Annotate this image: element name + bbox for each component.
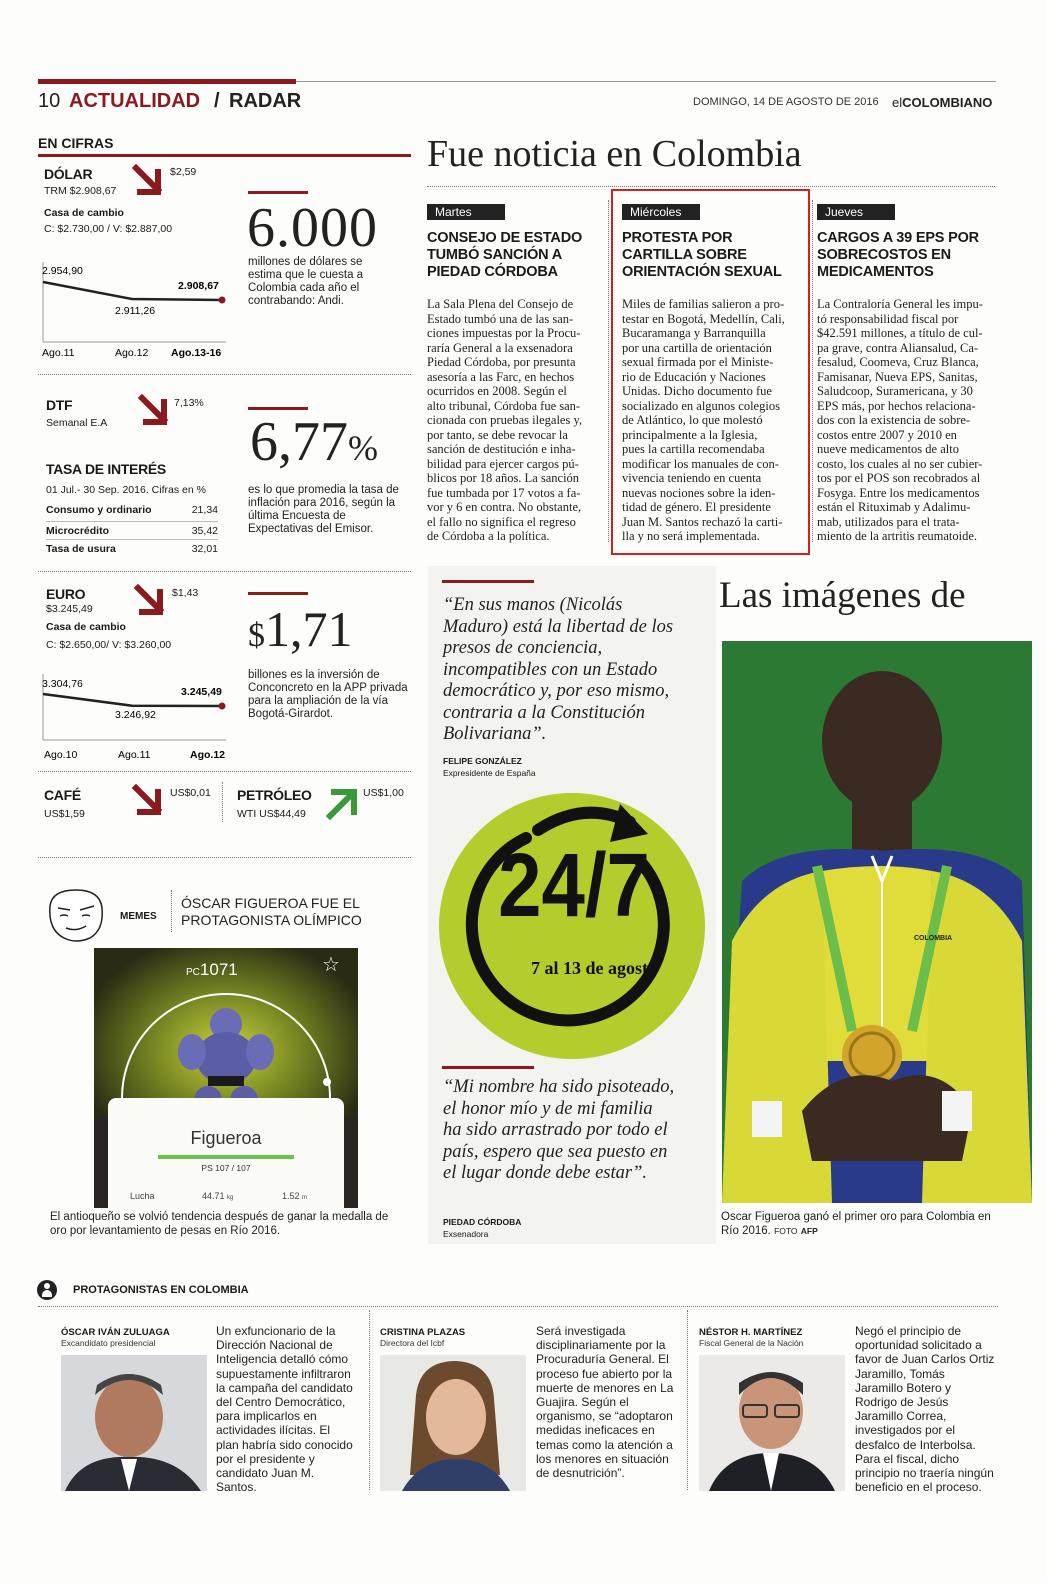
tasa-row-value: 21,34 — [191, 504, 218, 516]
meme-card-name: Figueroa — [190, 1128, 262, 1148]
news-line: principalmente a la Iglesia, — [622, 427, 758, 442]
news-line: miento de la artritis reumatoide. — [817, 529, 978, 543]
imagenes-title: Las imágenes de — [719, 575, 966, 616]
cp-value: 1071 — [199, 960, 238, 979]
memes-caption: El antioqueño se volvió tendencia después de ganar la medalla de oro por levantamiento de pesas en Río 2016. — [50, 1211, 389, 1237]
cp-label: PC — [186, 967, 200, 978]
news-line: testar en Bogotá, Medellín, Cali, — [622, 311, 785, 326]
news-line: vivencia teniendo en cuenta — [622, 471, 762, 485]
quote1-role: Expresidente de España — [443, 768, 536, 778]
dolar-down-arrow-icon — [132, 164, 168, 198]
brand-logo — [892, 94, 992, 112]
tasa-period: 01 Jul.- 30 Sep. 2016. Cifras en % — [46, 484, 206, 496]
height-value: 1.52 — [282, 1191, 300, 1201]
news-line: Unidas. Dicho documento fue — [622, 384, 772, 398]
dtf-down-arrow-icon — [138, 394, 174, 428]
page-number: 10 — [38, 90, 61, 112]
dtf-sub: Semanal E.A — [46, 417, 108, 429]
euro-down-arrow-icon — [134, 584, 170, 618]
athlete-photo-illustration — [722, 641, 1032, 1203]
dolar-casa-label: Casa de cambio — [44, 207, 124, 219]
news-line: blicos por 18 años. La sanción — [427, 471, 580, 485]
euro-casa-values: C: $2.650,00/ V: $3.260,00 — [46, 639, 172, 651]
cifras-divider-4 — [38, 857, 411, 858]
news-line: La Sala Plena del Consejo de — [427, 297, 574, 311]
news-line: tidad de género. El presidente — [622, 500, 771, 514]
memes-label: MEMES — [120, 911, 157, 922]
news-line: tó responsabilidad fiscal por — [817, 311, 959, 326]
tasa-row-name: Consumo y ordinario — [46, 504, 152, 516]
dolar-label: DÓLAR — [44, 166, 93, 182]
protagonistas-rule — [38, 1306, 998, 1307]
cafe-label: CAFÉ — [44, 787, 81, 803]
meme-face-icon — [42, 886, 110, 946]
news-line: Saludcoop, Suramericana, y 30 — [817, 384, 973, 398]
quote1-name: FELIPE GONZÁLEZ — [443, 756, 522, 766]
dolar-trm: TRM $2.908,67 — [44, 185, 117, 197]
news-line: pa grave, contra Aliansalud, Ca- — [817, 340, 979, 355]
cifras-divider-3 — [38, 771, 411, 772]
person-text: Un exfuncionario de la Dirección Nacional de Inteligencia detalló cómo supuestamente infiltraron la campaña del candidato del Centro Democrático, para implicarlos en actividades ilícitas. El plan habría sido conocido por el presidente y candidato Juan M. Santos. — [216, 1324, 353, 1495]
stat1-text: millones de dólares se estima que le cuesta a Colombia cada año el contrabando: Andi. — [248, 256, 364, 307]
stat3-rule — [248, 592, 308, 595]
cifras-divider-1 — [38, 374, 411, 375]
dolar-point-label-2: 2.911,26 — [115, 305, 156, 317]
news-line: sanción de destitución e inha- — [427, 442, 576, 456]
euro-value: $3.245,49 — [46, 603, 93, 615]
news-line: EPS más, por hechos relaciona- — [817, 398, 976, 413]
news-line: asesoría a las Farc, en hechos — [427, 369, 575, 384]
news-line: por tanto, se debe revocar la — [427, 427, 568, 442]
quote1-text: “En sus manos (Nicolás Maduro) está la libertad de los presos de conciencia, incompatibles con un Estado democrático y, por eso mismo, contraria a la Constitución Bolivariana”. — [443, 595, 674, 744]
person-role: Fiscal General de la Nación — [699, 1338, 804, 1348]
news-line: Bucaramanga y Barranquilla — [622, 326, 766, 340]
main-title: Fue noticia en Colombia — [427, 133, 802, 175]
person-role: Directora del Icbf — [380, 1338, 445, 1348]
meme-card-ps: PS 107 / 107 — [201, 1163, 251, 1173]
quote2-name: PIEDAD CÓRDOBA — [443, 1217, 522, 1227]
news-line: Juan M. Santos rechazó la carti- — [622, 514, 783, 529]
stat3-currency: $ — [248, 617, 265, 654]
stat3-value: 1,71 — [265, 601, 353, 657]
stat2-text: es lo que promedia la tasa de inflación para 2016, según la última Encuesta de Expectativas del Emisor. — [248, 484, 399, 535]
meme-card-height — [282, 1191, 307, 1201]
weight-unit: kg — [227, 1195, 234, 1201]
favorite-star-icon: ☆ — [322, 954, 340, 976]
news-day-tag: Miércoles — [622, 204, 700, 220]
news-line: Estado tumbó una de las san- — [427, 311, 574, 326]
meme-card-weight — [202, 1191, 233, 1201]
tasa-row-name: Tasa de usura — [46, 543, 116, 555]
person-name: CRISTINA PLAZAS — [380, 1327, 466, 1338]
header-date: DOMINGO, 14 DE AGOSTO DE 2016 — [693, 96, 879, 108]
dolar-point-label-3: 2.908,67 — [178, 280, 219, 292]
euro-chart-point — [219, 703, 226, 710]
quote1-rule — [442, 580, 534, 583]
news-divider-1 — [608, 200, 609, 542]
news-line: nuevas nociones sobre la iden- — [622, 485, 776, 500]
petroleo-label: PETRÓLEO — [237, 787, 312, 803]
quote2-text: “Mi nombre ha sido pisoteado, el honor mío y de mi familia ha sido arrastrado por todo el país, espero que sea puesto en el lugar donde debe estar”. — [443, 1077, 675, 1183]
zuluaga-photo — [61, 1355, 207, 1491]
news-headline: PROTESTA POR CARTILLA SOBRE ORIENTACIÓN SEXUAL — [622, 230, 782, 280]
stat1-rule — [248, 191, 308, 194]
euro-x-label-2: Ago.11 — [118, 749, 151, 761]
dolar-casa-values: C: $2.730,00 / V: $2.887,00 — [44, 223, 173, 235]
euro-chart — [40, 674, 230, 766]
page-header — [38, 86, 998, 116]
news-line: rio de Educación y Naciones — [622, 369, 766, 384]
news-line: vor y 6 en contra. No obstante, — [427, 500, 582, 514]
euro-point-label-3: 3.245,49 — [181, 686, 222, 698]
protagonistas-divider-2 — [687, 1310, 688, 1490]
stat3-text: billones es la inversión de Conconcreto en la APP privada para la ampliación de la vía Bogotá-Girardot. — [248, 669, 408, 720]
subsection-title: RADAR — [229, 90, 302, 112]
quote2-role: Exsenadora — [443, 1229, 489, 1239]
news-headline: CONSEJO DE ESTADO TUMBÓ SANCIÓN A PIEDAD CÓRDOBA — [427, 230, 583, 280]
euro-x-label-1: Ago.10 — [44, 749, 78, 761]
person-icon — [37, 1280, 57, 1300]
euro-point-label-1: 3.304,76 — [42, 678, 83, 690]
euro-label: EURO — [46, 586, 86, 602]
news-line: Piedad Córdoba, por presunta — [427, 355, 576, 369]
news-line: pues la cartilla recomendaba — [622, 442, 765, 456]
tasa-row-name: Microcrédito — [46, 525, 110, 537]
news-line: dos con la existencia de sobre- — [817, 413, 971, 427]
main-title-rule — [427, 186, 995, 187]
martinez-photo — [699, 1355, 845, 1491]
news-line: tos por el POS son recobrados al — [817, 471, 981, 485]
petroleo-change: US$1,00 — [363, 787, 404, 799]
meme-card — [94, 948, 358, 1208]
news-line: mab, utilizados para el trata- — [817, 514, 960, 529]
stat2-unit: % — [348, 428, 378, 468]
news-line: modificar los manuales de con- — [622, 456, 779, 471]
plazas-photo — [380, 1355, 526, 1491]
table-row — [46, 504, 218, 522]
news-line: nueve medicamentos de alto — [817, 442, 959, 456]
tasa-row-value: 32,01 — [191, 543, 218, 555]
dtf-label: DTF — [46, 397, 73, 413]
hp-bar — [158, 1155, 294, 1159]
news-line: alto tribunal, Córdoba fue san- — [427, 398, 581, 413]
memes-divider — [171, 890, 172, 932]
meme-card-type: Lucha — [130, 1191, 155, 1201]
table-row — [46, 522, 218, 540]
news-line: de Atlántico, lo que molestó — [622, 413, 763, 427]
header-accent-bar — [38, 79, 296, 84]
protagonistas-title: PROTAGONISTAS EN COLOMBIA — [73, 1284, 249, 1296]
news-body — [427, 297, 607, 544]
cafe-value: US$1,59 — [44, 808, 85, 820]
dolar-x-label-1: Ago.11 — [42, 347, 75, 359]
section-title: ACTUALIDAD — [69, 90, 201, 112]
badge-main-text: 24/7 — [498, 834, 650, 936]
news-body — [817, 297, 997, 544]
stat1-value: 6.000 — [247, 197, 378, 259]
news-line: ocurridos en 2008. Según el — [427, 384, 567, 398]
photo-caption — [721, 1211, 1001, 1238]
dtf-change: 7,13% — [174, 397, 204, 409]
person-text: Será investigada disciplinariamente por la Procuraduría General. El proceso fue abierto por la muerte de menores en La Guajira. Según el organismo, se “adoptaron medidas ineficaces en temas como la atención a los menores en situación de desnutrición”. — [536, 1324, 674, 1481]
news-line: La Contraloría General les impu- — [817, 297, 983, 311]
cafe-divider — [222, 782, 223, 822]
dolar-x-label-3: Ago.13-16 — [171, 347, 222, 359]
person-name: NÉSTOR H. MARTÍNEZ — [699, 1327, 803, 1338]
news-headline: CARGOS A 39 EPS POR SOBRECOSTOS EN MEDICAMENTOS — [817, 230, 979, 280]
news-line: están el Rituximab y Adalimu- — [817, 500, 971, 514]
person-name: ÓSCAR IVÁN ZULUAGA — [61, 1327, 170, 1338]
petroleo-value: WTI US$44,49 — [237, 808, 306, 820]
dolar-chart — [40, 262, 230, 362]
protagonistas-divider-1 — [369, 1310, 370, 1490]
brand-prefix: el — [892, 95, 903, 110]
photo-caption-text: Oscar Figueroa ganó el primer oro para Colombia en Río 2016. — [721, 1211, 991, 1237]
figueroa-photo — [722, 641, 1032, 1203]
news-line: Famisanar, Nueva EPS, Sanitas, — [817, 369, 978, 384]
news-line: el fallo no significa el regreso — [427, 514, 576, 529]
tasa-row-value: 35,42 — [191, 525, 218, 537]
person-text: Negó el principio de oportunidad solicitado a favor de Juan Carlos Ortiz Jaramillo, Tomás Jaramillo Botero y Rodrigo de Jesús Jaramillo Correa, investigados por el desfalco de Interbolsa. Para el fiscal, dicho principio no traería ningún beneficio en el proceso. — [855, 1324, 995, 1495]
news-body — [622, 297, 802, 544]
weight-value: 44.71 — [202, 1191, 225, 1201]
cifras-rule — [38, 154, 411, 157]
dolar-chart-point — [219, 297, 226, 304]
cifras-divider-2 — [38, 571, 411, 572]
stat3-number — [248, 600, 353, 658]
news-line: ciones impuestas por la Procu- — [427, 326, 581, 340]
news-day-tag: Martes — [427, 204, 505, 220]
header-rule — [296, 81, 996, 82]
stat2-value: 6,77 — [250, 411, 348, 473]
news-day-tag: Jueves — [817, 204, 895, 220]
brand-name: COLOMBIANO — [902, 95, 993, 110]
news-line: socializado en algunos colegios — [622, 398, 780, 413]
badge-sub-text: 7 al 13 de agosto — [531, 958, 657, 978]
news-line: Fosyga. Entre los medicamentos — [817, 485, 980, 500]
news-line: por una cartilla de orientación — [622, 340, 772, 355]
news-line: fesalud, Coomeva, Cruz Blanca, — [817, 355, 979, 369]
euro-change: $1,43 — [172, 587, 199, 599]
news-line: bilidad para ejercer cargos pú- — [427, 456, 579, 471]
news-line: $42.591 millones, a título de cul- — [817, 326, 983, 340]
quote2-rule — [442, 1066, 534, 1069]
photo-credit: AFP — [800, 1225, 818, 1236]
petroleo-up-arrow-icon — [326, 786, 362, 820]
news-line: costo, los cuales al no ser cubier- — [817, 456, 983, 471]
tasa-table — [46, 504, 218, 558]
dolar-change: $2,59 — [170, 166, 197, 178]
news-line: sexual firmada por el Ministe- — [622, 355, 774, 369]
news-line: lla y no será implementada. — [622, 529, 760, 543]
tasa-title: TASA DE INTERÉS — [46, 461, 166, 477]
person-role: Excandidato presidencial — [61, 1338, 156, 1348]
table-row — [46, 540, 218, 558]
euro-x-label-3: Ago.12 — [190, 749, 226, 761]
news-line: de Córdoba a la política. — [427, 529, 550, 543]
euro-casa-label: Casa de cambio — [46, 621, 126, 633]
dolar-x-label-2: Ago.12 — [115, 347, 149, 359]
euro-point-label-2: 3.246,92 — [115, 709, 156, 721]
cifras-title: EN CIFRAS — [38, 135, 114, 151]
cafe-down-arrow-icon — [132, 784, 168, 818]
news-line: fue tumbada por 17 votos a fa- — [427, 485, 581, 500]
cafe-change: US$0,01 — [170, 787, 211, 799]
stat2-number — [250, 410, 378, 474]
dolar-point-label-1: 2.954,90 — [42, 265, 83, 277]
news-divider-2 — [812, 200, 813, 542]
height-unit: m — [302, 1195, 308, 1201]
news-line: raría General a la exsenadora — [427, 340, 573, 355]
jersey-text: COLOMBIA — [914, 935, 953, 942]
news-line: costos entre 2007 y 2010 en — [817, 427, 957, 442]
photo-credit-label: FOTO — [774, 1225, 798, 1236]
news-line: cionada con pruebas ilegales y, — [427, 413, 583, 427]
section-separator: / — [214, 90, 220, 112]
news-line: Miles de familias salieron a pro- — [622, 297, 785, 311]
memes-headline: ÓSCAR FIGUEROA FUE EL PROTAGONISTA OLÍMPICO — [181, 895, 362, 928]
